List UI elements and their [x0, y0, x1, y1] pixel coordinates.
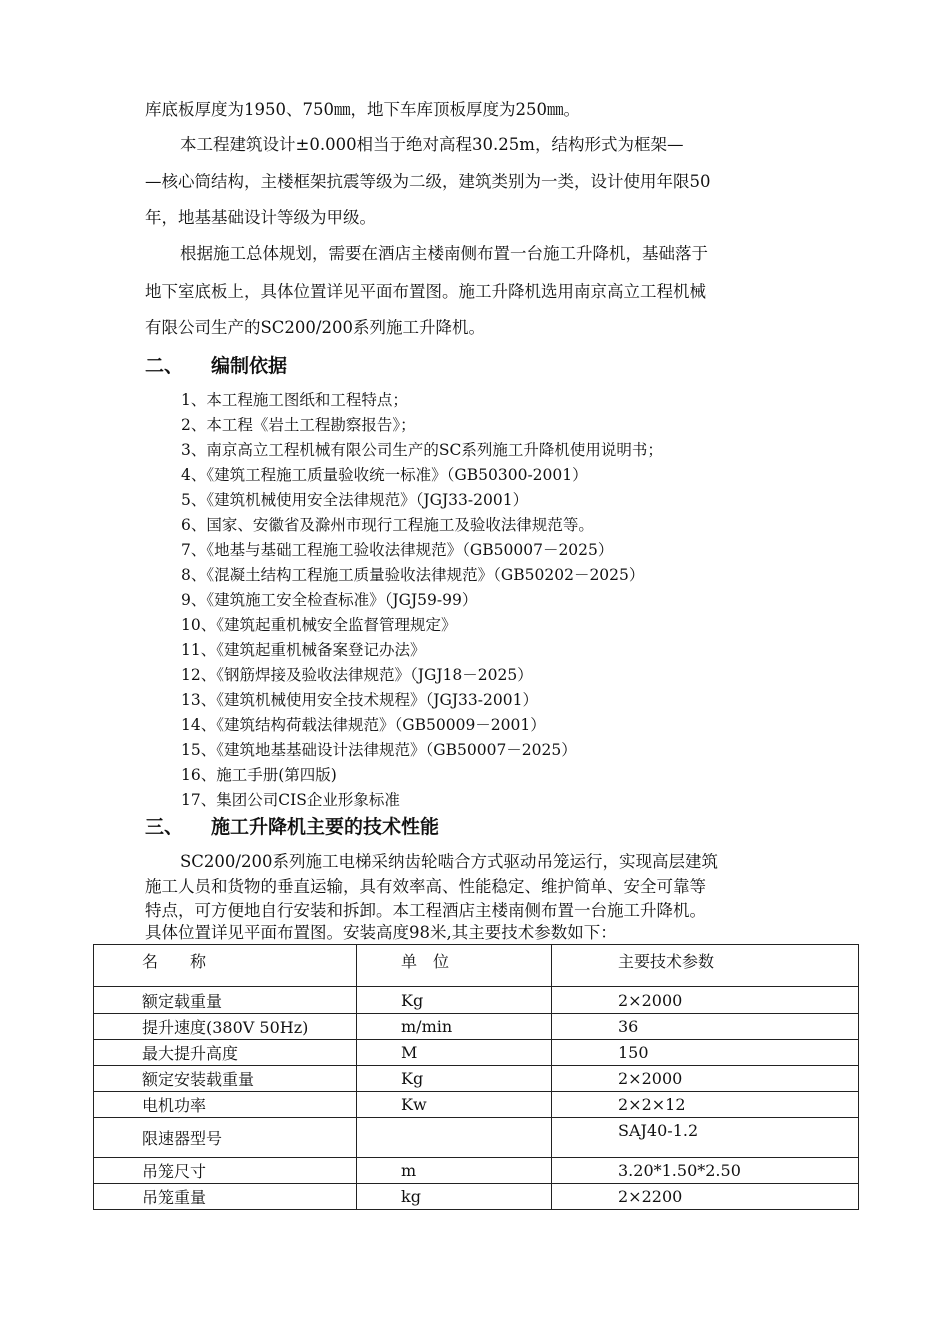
section-heading — [145, 351, 287, 378]
cell-value: 150 — [552, 1040, 859, 1066]
list-item: 1、本工程施工图纸和工程特点； — [181, 391, 408, 409]
list-item: 2、本工程《岩土工程勘察报告》； — [181, 416, 416, 434]
paragraph-line: SC200/200系列施工电梯采纳齿轮啮合方式驱动吊笼运行，实现高层建筑 — [180, 852, 718, 871]
cell-value: 3.20*1.50*2.50 — [552, 1158, 859, 1184]
paragraph-line: 施工人员和货物的垂直运输，具有效率高、性能稳定、维护简单、安全可靠等 — [145, 877, 706, 896]
header-params: 主要技术参数 — [552, 945, 859, 987]
cell-unit: Kg — [357, 1066, 552, 1092]
cell-value: 2×2000 — [552, 1066, 859, 1092]
cell-unit: Kg — [357, 987, 552, 1014]
list-item: 4、《建筑工程施工质量验收统一标准》（GB50300-2001） — [181, 466, 588, 484]
intro-line: 库底板厚度为1950、750㎜，地下车库顶板厚度为250㎜。 — [145, 100, 580, 119]
table-row — [94, 1118, 859, 1158]
cell-unit: Kw — [357, 1092, 552, 1118]
list-item: 8、《混凝土结构工程施工质量验收法律规范》（GB50202－2025） — [181, 566, 645, 584]
list-item: 13、《建筑机械使用安全技术规程》（JGJ33-2001） — [181, 691, 538, 709]
cell-unit: M — [357, 1040, 552, 1066]
list-item: 12、《钢筋焊接及验收法律规范》（JGJ18－2025） — [181, 666, 533, 684]
cell-unit: kg — [357, 1184, 552, 1210]
cell-value: 2×2×12 — [552, 1092, 859, 1118]
table-row — [94, 987, 859, 1014]
list-item: 10、《建筑起重机械安全监督管理规定》 — [181, 616, 457, 634]
intro-line: 根据施工总体规划，需要在酒店主楼南侧布置一台施工升降机，基础落于 — [180, 244, 708, 263]
cell-name: 吊笼重量 — [94, 1184, 357, 1210]
list-item: 16、施工手册(第四版) — [181, 766, 337, 784]
table-row — [94, 1158, 859, 1184]
intro-line: 有限公司生产的SC200/200系列施工升降机。 — [145, 318, 485, 337]
cell-name: 额定安装载重量 — [94, 1066, 357, 1092]
cell-value: 36 — [552, 1014, 859, 1040]
cell-name: 限速器型号 — [94, 1118, 357, 1158]
cell-name: 吊笼尺寸 — [94, 1158, 357, 1184]
intro-line: —核心筒结构，主楼框架抗震等级为二级，建筑类别为一类，设计使用年限50 — [145, 172, 711, 191]
intro-line: 本工程建筑设计±0.000相当于绝对高程30.25m，结构形式为框架— — [180, 135, 684, 154]
list-item: 14、《建筑结构荷载法律规范》（GB50009－2001） — [181, 716, 546, 734]
spec-table — [93, 944, 859, 1210]
cell-unit — [357, 1118, 552, 1158]
table-row — [94, 1066, 859, 1092]
intro-line: 年，地基基础设计等级为甲级。 — [145, 208, 376, 227]
section-title: 施工升降机主要的技术性能 — [211, 816, 440, 838]
section-title: 编制依据 — [211, 355, 288, 377]
list-item: 9、《建筑施工安全检查标准》（JGJ59-99） — [181, 591, 478, 609]
list-item: 15、《建筑地基基础设计法律规范》（GB50007－2025） — [181, 741, 577, 759]
cell-name: 提升速度(380V 50Hz) — [94, 1014, 357, 1040]
table-row — [94, 1184, 859, 1210]
cell-name: 额定载重量 — [94, 987, 357, 1014]
paragraph-line: 特点，可方便地自行安装和拆卸。本工程酒店主楼南侧布置一台施工升降机。 — [145, 901, 706, 920]
list-item: 11、《建筑起重机械备案登记办法》 — [181, 641, 426, 659]
cell-unit: m — [357, 1158, 552, 1184]
list-item: 17、集团公司CIS企业形象标准 — [181, 791, 400, 809]
section-number: 三、 — [145, 816, 184, 838]
list-item: 5、《建筑机械使用安全法律规范》（JGJ33-2001） — [181, 491, 529, 509]
table-header-row — [94, 945, 859, 987]
cell-name: 电机功率 — [94, 1092, 357, 1118]
paragraph-line: 具体位置详见平面布置图。安装高度98米,其主要技术参数如下： — [145, 923, 617, 942]
header-unit: 单 位 — [357, 945, 552, 987]
table-row — [94, 1014, 859, 1040]
header-name: 名 称 — [94, 945, 357, 987]
table-row — [94, 1092, 859, 1118]
list-item: 6、国家、安徽省及滁州市现行工程施工及验收法律规范等。 — [181, 516, 594, 534]
section-heading — [145, 812, 439, 839]
cell-name: 最大提升高度 — [94, 1040, 357, 1066]
cell-value: 2×2200 — [552, 1184, 859, 1210]
cell-value: SAJ40-1.2 — [552, 1118, 859, 1158]
cell-unit: m/min — [357, 1014, 552, 1040]
list-item: 3、南京高立工程机械有限公司生产的SC系列施工升降机使用说明书； — [181, 441, 663, 459]
table-row — [94, 1040, 859, 1066]
intro-line: 地下室底板上，具体位置详见平面布置图。施工升降机选用南京高立工程机械 — [145, 282, 706, 301]
cell-value: 2×2000 — [552, 987, 859, 1014]
section-number: 二、 — [145, 355, 184, 377]
list-item: 7、《地基与基础工程施工验收法律规范》（GB50007－2025） — [181, 541, 614, 559]
